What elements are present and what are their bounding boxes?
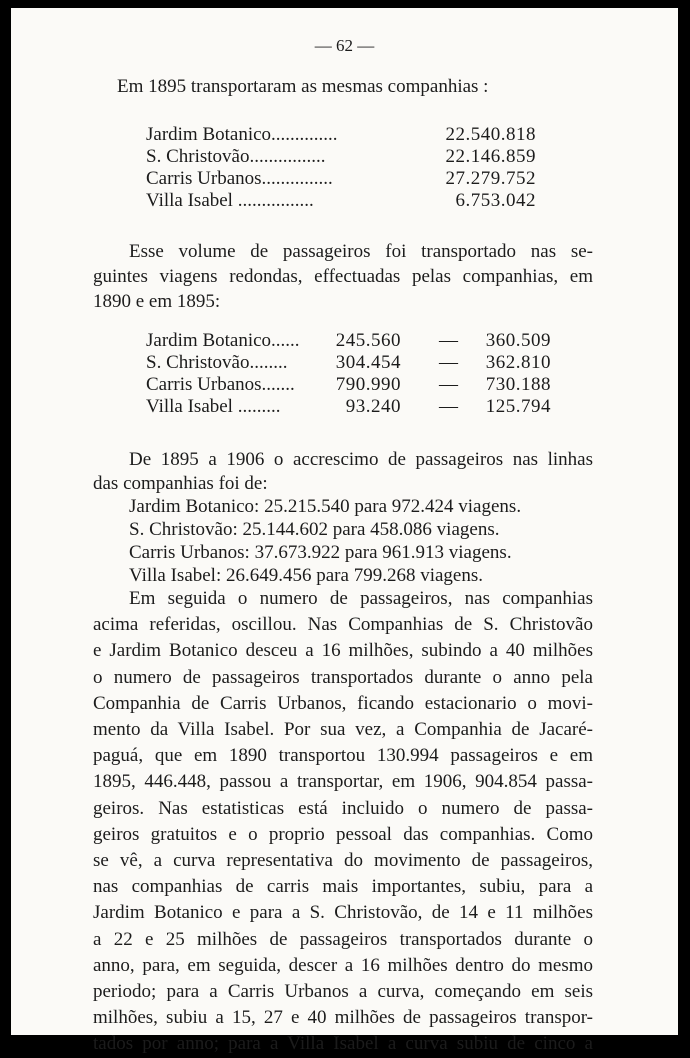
passenger-count: 22.146.859	[445, 146, 536, 167]
trips-1895: 360.509	[485, 330, 551, 351]
dash-separator: —	[439, 396, 458, 417]
passenger-count: 6.753.042	[455, 190, 536, 211]
dash-separator: —	[439, 330, 458, 351]
paragraph-line: milhões, subiu a 15, 27 e 40 milhões de passageiros transpor-	[93, 1007, 593, 1029]
passengers-1895-table	[146, 124, 536, 212]
paragraph-line: a 22 e 25 milhões de passageiros transportados durante o	[93, 928, 593, 950]
trips-1895: 362.810	[485, 352, 551, 373]
dash-separator: —	[439, 352, 458, 373]
intro-sentence: Em 1895 transportaram as mesmas companhias :	[117, 76, 489, 97]
dash-separator: —	[439, 374, 458, 395]
paragraph-line: se vê, a curva representativa do movimento de passageiros,	[93, 850, 593, 872]
company-name: Jardim Botanico..............	[146, 124, 338, 145]
paragraph-line: mento da Villa Isabel. Por sua vez, a Companhia de Jacaré-	[93, 719, 593, 741]
company-name: Villa Isabel .........	[146, 396, 281, 417]
table-row	[146, 374, 551, 396]
table-row	[146, 330, 551, 352]
trips-1890: 245.560	[335, 330, 401, 351]
paragraph-line: o numero de passageiros transportados durante o anno pela	[93, 666, 593, 688]
increase-list	[129, 495, 521, 587]
list-item: S. Christovão: 25.144.602 para 458.086 viagens.	[129, 519, 500, 540]
company-name: Villa Isabel ................	[146, 190, 314, 211]
trips-1895: 730.188	[485, 374, 551, 395]
paragraph-line: anno, para, em seguida, descer a 16 milhões dentro do mesmo	[93, 954, 593, 976]
document-page	[11, 8, 678, 1055]
paragraph-line: geiros. Nas estatisticas está incluido o numero de passa-	[93, 797, 593, 819]
trips-1890: 93.240	[345, 396, 401, 417]
paragraph-line: guintes viagens redondas, effectuadas pelas companhias, em	[93, 266, 593, 287]
paragraph-line: nas companhias de carris mais importantes, subiu, para a	[93, 876, 593, 898]
paragraph-line: Jardim Botanico e para a S. Christovão, de 14 e 11 milhões	[93, 902, 593, 924]
trips-1890: 304.454	[335, 352, 401, 373]
paragraph-line: das companhias foi de:	[93, 473, 268, 494]
paragraph-line: periodo; para a Carris Urbanos a curva, começando em seis	[93, 981, 593, 1003]
table-row	[146, 190, 536, 212]
paragraph-line: 1890 e em 1895:	[93, 291, 221, 312]
trips-1895: 125.794	[485, 396, 551, 417]
paragraph-line: e Jardim Botanico desceu a 16 milhões, subindo a 40 milhões	[93, 640, 593, 662]
paragraph-line: paguá, que em 1890 transportou 130.994 passageiros e em	[93, 745, 593, 767]
paragraph-line: tados por anno; para a Villa Isabel a curva subiu de cinco a	[93, 1033, 593, 1055]
body-paragraph	[93, 586, 593, 1058]
table-row	[146, 352, 551, 374]
paragraph-line: geiros gratuitos e o proprio pessoal das companhias. Como	[93, 823, 593, 845]
paragraph-line: 1895, 446.448, passou a transportar, em 1906, 904.854 passa-	[93, 771, 593, 793]
company-name: S. Christovão................	[146, 146, 326, 167]
trips-1890: 790.990	[335, 374, 401, 395]
table-row	[146, 168, 536, 190]
company-name: Carris Urbanos...............	[146, 168, 333, 189]
list-item: Villa Isabel: 26.649.456 para 799.268 viagens.	[129, 565, 483, 586]
paragraph-line: Companhia de Carris Urbanos, ficando estacionario o movi-	[93, 692, 593, 714]
table-row	[146, 396, 551, 418]
list-item: Carris Urbanos: 37.673.922 para 961.913 viagens.	[129, 542, 512, 563]
paragraph-line: De 1895 a 1906 o accrescimo de passageiros nas linhas	[129, 449, 593, 470]
paragraph-line: acima referidas, oscillou. Nas Companhias de S. Christovão	[93, 614, 593, 636]
paragraph-line: Esse volume de passageiros foi transportado nas se-	[129, 241, 593, 262]
paragraph-line: Em seguida o numero de passageiros, nas companhias	[129, 588, 593, 609]
company-name: S. Christovão........	[146, 352, 288, 373]
company-name: Jardim Botanico......	[146, 330, 300, 351]
list-item: Jardim Botanico: 25.215.540 para 972.424 viagens.	[129, 496, 522, 517]
passenger-count: 27.279.752	[445, 168, 536, 189]
round-trips-table	[146, 330, 551, 418]
trips-paragraph	[93, 239, 593, 314]
increase-paragraph	[93, 448, 593, 496]
table-row	[146, 146, 536, 168]
table-row	[146, 124, 536, 146]
company-name: Carris Urbanos.......	[146, 374, 295, 395]
passenger-count: 22.540.818	[445, 124, 536, 145]
page-number: — 62 —	[314, 36, 375, 55]
